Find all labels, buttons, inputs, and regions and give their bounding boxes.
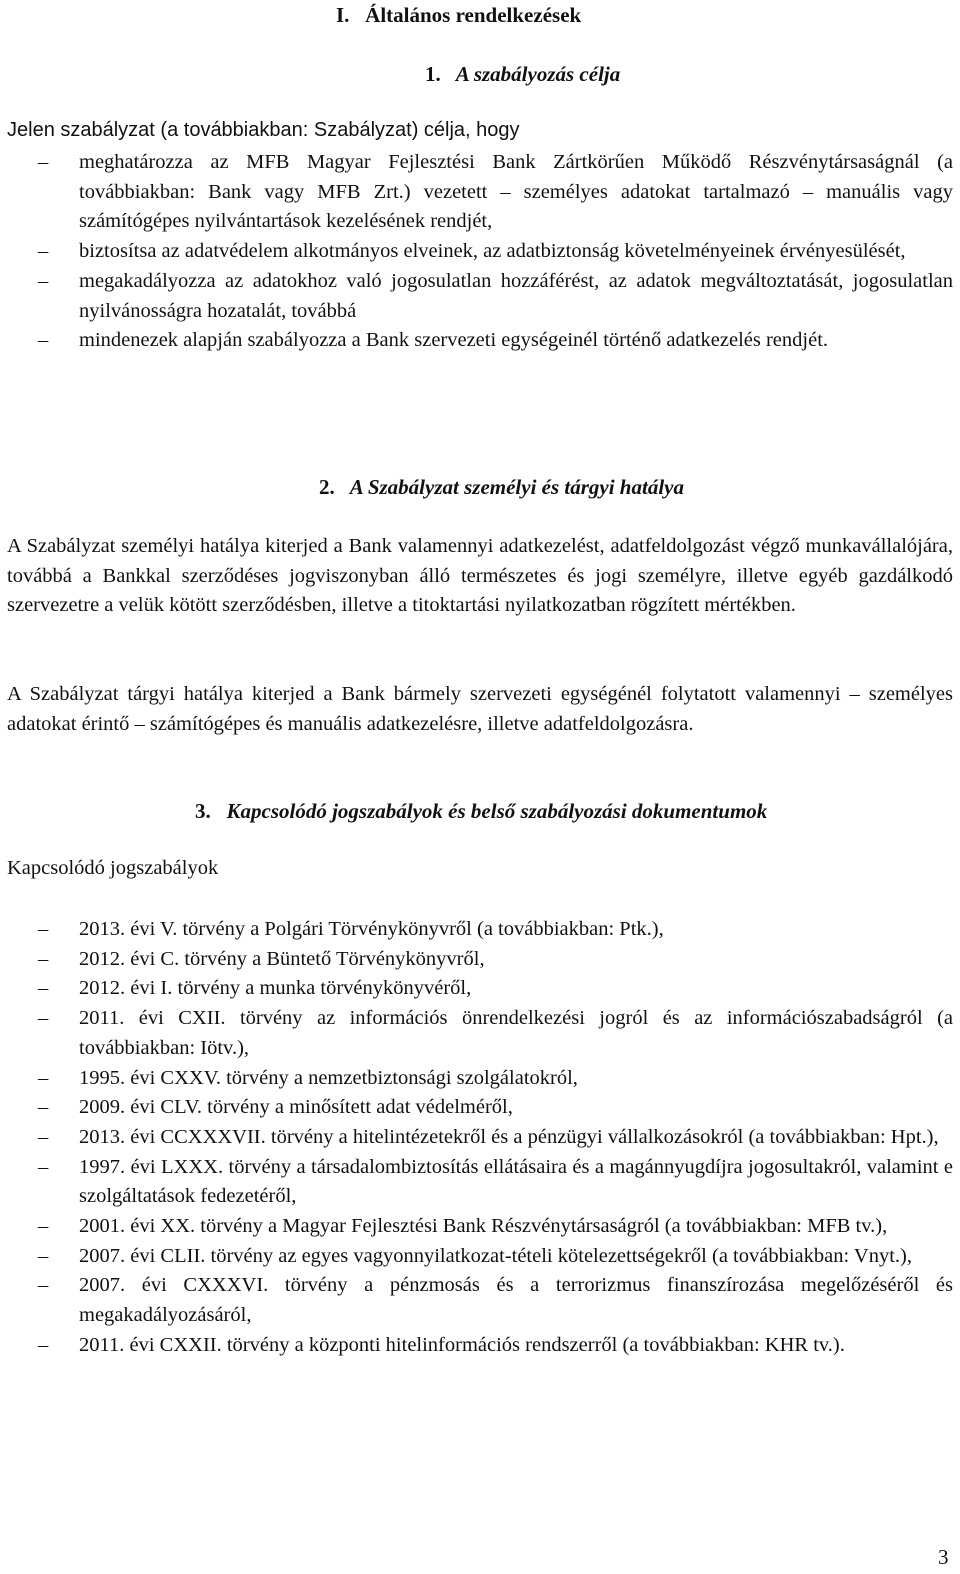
list-item-text: 2007. évi CXXXVI. törvény a pénzmosás és a terrorizmus finanszírozása megelőzéséről és megakadályozásáról,: [79, 1274, 953, 1327]
list-item-text: biztosítsa az adatvédelem alkotmányos elveinek, az adatbiztonság követelményeinek érvényesülését,: [79, 240, 906, 263]
list-item: [0, 237, 953, 267]
list-item: [0, 1064, 953, 1094]
list-item-text: megakadályozza az adatokhoz való jogosulatlan hozzáférést, az adatok megváltoztatását, jogosulatlan nyilvánosságra hozatalát, továbbá: [79, 269, 953, 322]
section-3-title: Kapcsolódó jogszabályok és belső szabályozási dokumentumok: [226, 799, 768, 823]
section-3-subheading: Kapcsolódó jogszabályok: [7, 857, 219, 879]
list-item-text: 1997. évi LXXX. törvény a társadalombiztosítás ellátásaira és a magánnyugdíjra jogosultakról, valamint e szolgáltatások fedezetéről,: [79, 1155, 953, 1208]
section-2-paragraph-2: A Szabályzat tárgyi hatálya kiterjed a Bank bármely szervezeti egységénél folytatott valamennyi – személyes adatokat érintő – számítógépes és manuális adatkezelésre, illetve adatfeldolgozásra.: [7, 683, 953, 735]
list-dash: –: [38, 269, 49, 292]
section-2-heading: [319, 475, 684, 500]
list-item-text: 2012. évi C. törvény a Büntető Törvénykönyvről,: [79, 947, 485, 970]
list-item-text: 2012. évi I. törvény a munka törvénykönyvéről,: [79, 977, 472, 1000]
list-item: [0, 326, 953, 356]
list-dash: –: [38, 1333, 49, 1356]
list-item-text: mindenezek alapján szabályozza a Bank szervezeti egységeinél történő adatkezelés rendjét.: [79, 329, 829, 352]
list-item: [0, 945, 953, 975]
list-dash: –: [38, 977, 49, 1000]
list-dash: –: [38, 1155, 49, 1178]
list-item: [0, 1004, 953, 1063]
list-item-text: meghatározza az MFB Magyar Fejlesztési Bank Zártkörűen Működő Részvénytársaságnál (a továbbiakban: Bank vagy MFB Zrt.) vezetett – személyes adatokat tartalmazó – manuális vagy számítógépes nyilvántartások kezelésének rendjét,: [79, 151, 953, 233]
list-item-text: 2013. évi V. törvény a Polgári Törvénykönyvről (a továbbiakban: Ptk.),: [79, 918, 664, 940]
list-item: [0, 148, 953, 237]
section-1-title: A szabályozás célja: [455, 62, 621, 86]
list-item-text: 2011. évi CXXII. törvény a központi hitelinformációs rendszerről (a továbbiakban: KHR tv.).: [79, 1333, 845, 1356]
list-item: [0, 974, 953, 1004]
chapter-heading: I. Általános rendelkezések: [336, 3, 582, 27]
list-item-text: 2009. évi CLV. törvény a minősített adat védelméről,: [79, 1096, 513, 1119]
list-dash: –: [38, 918, 49, 940]
list-item: [0, 267, 953, 326]
list-item: [0, 1153, 953, 1212]
laws-list: [0, 915, 953, 1361]
list-item: [0, 1212, 953, 1242]
page-number: 3: [938, 1545, 949, 1569]
list-dash: –: [38, 1007, 49, 1030]
section-2-title: A Szabályzat személyi és tárgyi hatálya: [349, 475, 684, 499]
section-1-number: 1.: [425, 62, 441, 86]
list-dash: –: [38, 947, 49, 970]
list-item-text: 2011. évi CXII. törvény az információs önrendelkezési jogról és az információszabadságról (a továbbiakban: Iötv.),: [79, 1007, 953, 1059]
section-3-heading: [195, 799, 767, 824]
list-item-text: 1995. évi CXXV. törvény a nemzetbiztonsági szolgálatokról,: [79, 1066, 578, 1089]
list-dash: –: [38, 1125, 49, 1148]
section-1-heading: [425, 62, 620, 87]
section-2-number: 2.: [319, 475, 335, 499]
section-3-number: 3.: [195, 799, 211, 823]
section-1-intro: Jelen szabályzat (a továbbiakban: Szabályzat) célja, hogy: [7, 119, 520, 141]
list-item: [0, 1331, 953, 1361]
list-dash: –: [38, 240, 49, 263]
list-item: [0, 1271, 953, 1330]
list-dash: –: [38, 1096, 49, 1119]
list-item-text: 2007. évi CLII. törvény az egyes vagyonnyilatkozat-tételi kötelezettségekről (a továbbiakban: Vnyt.),: [79, 1244, 913, 1267]
list-item-text: 2013. évi CCXXXVII. törvény a hitelintézetekről és a pénzügyi vállalkozásokról (a továbbiakban: Hpt.),: [79, 1125, 939, 1148]
section-2-paragraph-1: A Szabályzat személyi hatálya kiterjed a Bank valamennyi adatkezelést, adatfeldolgozást végző munkavállalójára, továbbá a Bankkal szerződéses jogviszonyban álló természetes és jogi személyre, illetve egyéb gazdálkodó szervezetre a velük kötött szerződésben, illetve a titoktartási nyilatkozatban rögzített mértékben.: [7, 535, 953, 617]
list-dash: –: [38, 329, 49, 352]
list-dash: –: [38, 1274, 49, 1297]
list-item: [0, 1242, 953, 1272]
section-1-list: [0, 148, 953, 356]
list-dash: –: [38, 1215, 49, 1238]
list-item: [0, 1123, 953, 1153]
list-item: [0, 1093, 953, 1123]
list-item: [0, 915, 953, 945]
list-dash: –: [38, 151, 49, 173]
list-dash: –: [38, 1066, 49, 1089]
list-item-text: 2001. évi XX. törvény a Magyar Fejlesztési Bank Részvénytársaságról (a továbbiakban: MFB tv.),: [79, 1215, 888, 1238]
list-dash: –: [38, 1244, 49, 1267]
